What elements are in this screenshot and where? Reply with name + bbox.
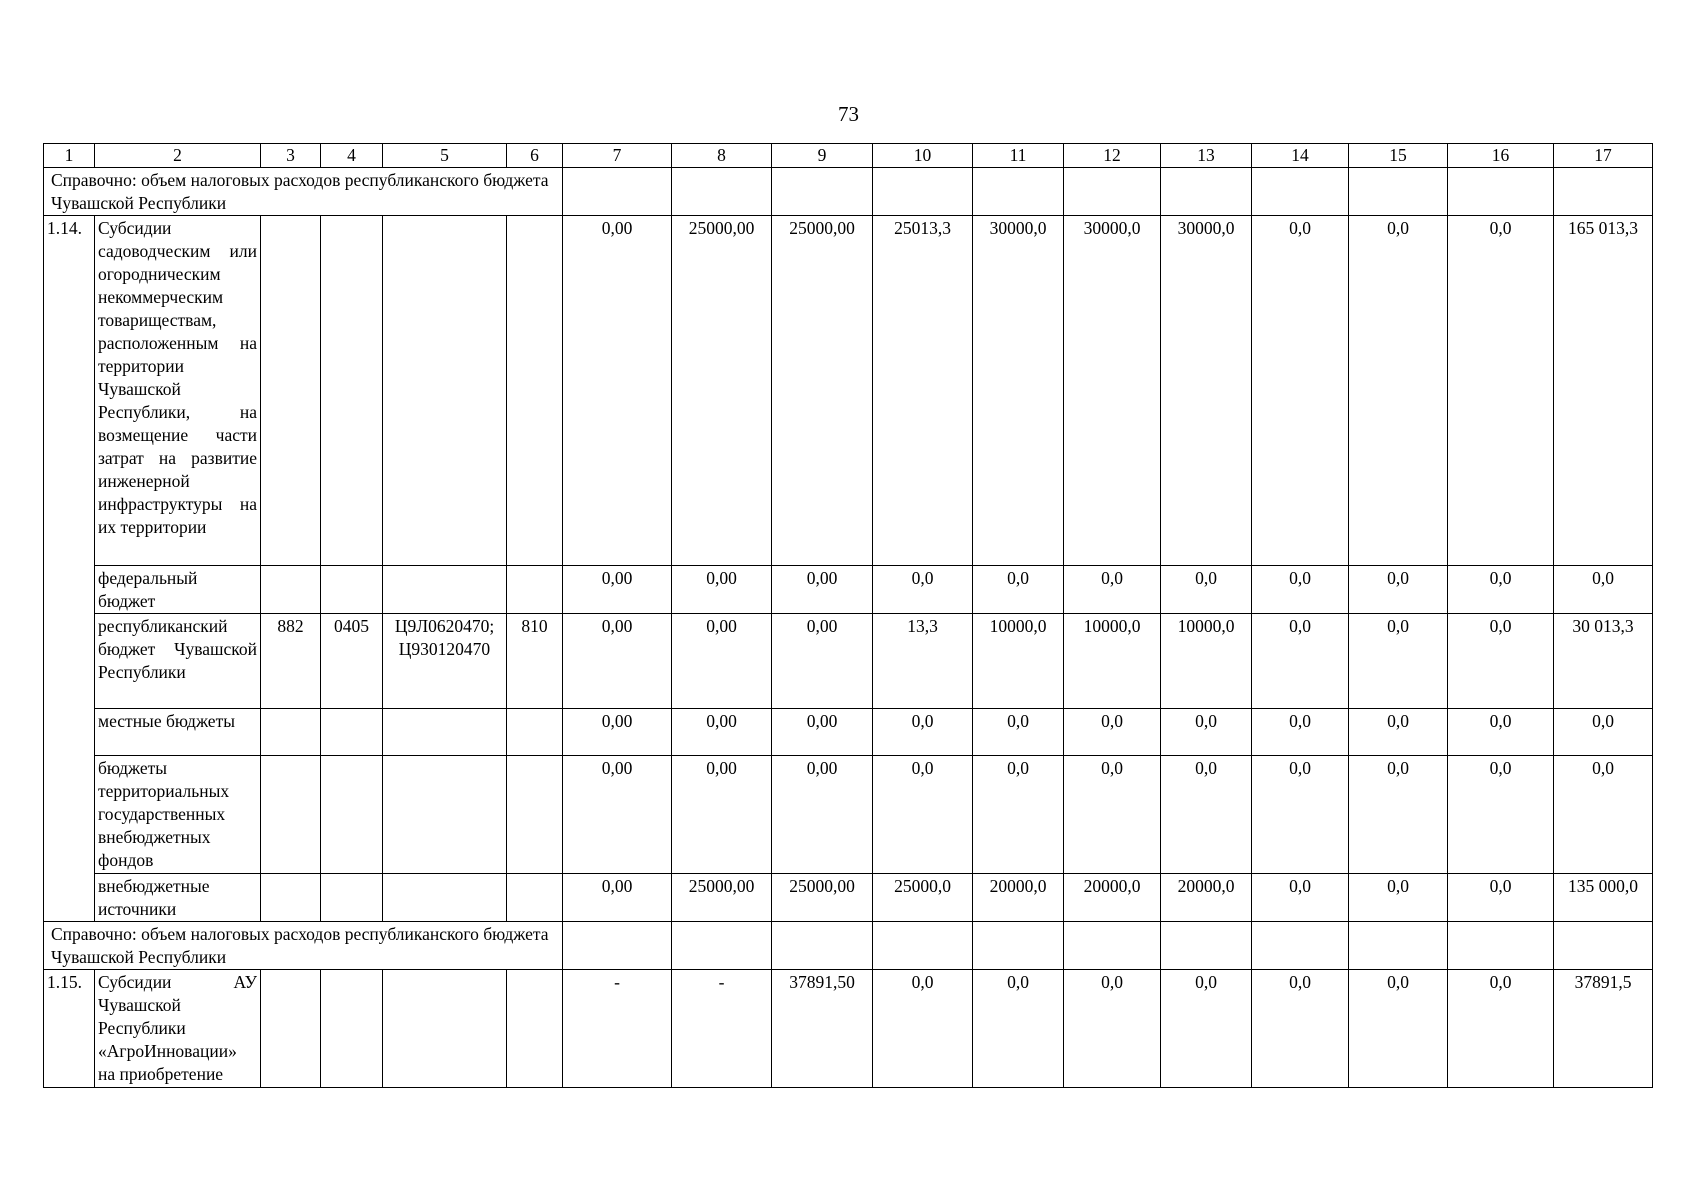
value-cell: 30000,0 xyxy=(1161,216,1252,566)
value-cell: 0,0 xyxy=(1349,970,1448,1088)
header-cell: 6 xyxy=(507,144,563,168)
header-cell: 15 xyxy=(1349,144,1448,168)
reference-label: Справочно: объем налоговых расходов республиканского бюджета Чувашской Республики xyxy=(44,922,563,970)
value-cell: 0,00 xyxy=(563,216,672,566)
value-cell: 30000,0 xyxy=(973,216,1064,566)
header-row xyxy=(44,144,1653,168)
grbs-cell: 882 xyxy=(261,614,321,709)
value-cell: 20000,0 xyxy=(973,874,1064,922)
header-cell: 16 xyxy=(1448,144,1554,168)
value-cell: 135 000,0 xyxy=(1554,874,1653,922)
value-cell: 10000,0 xyxy=(973,614,1064,709)
value-cell: 0,0 xyxy=(1349,709,1448,756)
header-cell: 5 xyxy=(383,144,507,168)
value-cell: 0,0 xyxy=(973,709,1064,756)
table-row xyxy=(44,709,1653,756)
header-cell: 11 xyxy=(973,144,1064,168)
value-cell: 0,00 xyxy=(563,709,672,756)
value-cell: 0,00 xyxy=(563,874,672,922)
value-cell: 0,0 xyxy=(973,566,1064,614)
value-cell: 0,0 xyxy=(1064,970,1161,1088)
value-cell: 0,00 xyxy=(772,756,873,874)
value-cell: - xyxy=(672,970,772,1088)
value-cell: 25000,00 xyxy=(672,874,772,922)
value-cell: 0,0 xyxy=(1448,970,1554,1088)
header-cell: 12 xyxy=(1064,144,1161,168)
value-cell: 25013,3 xyxy=(873,216,973,566)
value-cell: 0,0 xyxy=(1064,709,1161,756)
header-cell: 17 xyxy=(1554,144,1653,168)
row-name: федеральный бюджет xyxy=(95,566,261,614)
value-cell: 0,0 xyxy=(873,756,973,874)
row-name: республиканский бюджет Чувашской Республики xyxy=(95,614,261,709)
row-name: местные бюджеты xyxy=(95,709,261,756)
value-cell: 0,00 xyxy=(563,756,672,874)
header-cell: 14 xyxy=(1252,144,1349,168)
budget-table xyxy=(43,143,1653,1088)
value-cell: 37891,5 xyxy=(1554,970,1653,1088)
vr-cell: 810 xyxy=(507,614,563,709)
header-cell: 1 xyxy=(44,144,95,168)
value-cell: 20000,0 xyxy=(1161,874,1252,922)
value-cell: 0,0 xyxy=(1252,874,1349,922)
value-cell: 0,0 xyxy=(1252,566,1349,614)
reference-row xyxy=(44,922,1653,970)
value-cell: 165 013,3 xyxy=(1554,216,1653,566)
table-row xyxy=(44,970,1653,1088)
value-cell: 30 013,3 xyxy=(1554,614,1653,709)
value-cell: 0,0 xyxy=(1448,756,1554,874)
value-cell: 20000,0 xyxy=(1064,874,1161,922)
value-cell: 0,00 xyxy=(672,614,772,709)
header-cell: 10 xyxy=(873,144,973,168)
value-cell: 0,0 xyxy=(1349,756,1448,874)
value-cell: 0,0 xyxy=(1252,756,1349,874)
value-cell: 10000,0 xyxy=(1161,614,1252,709)
value-cell: 0,0 xyxy=(1349,874,1448,922)
value-cell: 25000,00 xyxy=(672,216,772,566)
table-row xyxy=(44,614,1653,709)
value-cell: 10000,0 xyxy=(1064,614,1161,709)
table-row xyxy=(44,566,1653,614)
value-cell: 0,0 xyxy=(1448,566,1554,614)
table-row xyxy=(44,756,1653,874)
row-number: 1.14. xyxy=(44,216,95,566)
value-cell: 0,0 xyxy=(1161,970,1252,1088)
value-cell: 0,0 xyxy=(1448,874,1554,922)
value-cell: 0,0 xyxy=(1252,614,1349,709)
value-cell: 13,3 xyxy=(873,614,973,709)
value-cell: 0,0 xyxy=(1448,216,1554,566)
value-cell: 0,00 xyxy=(772,566,873,614)
value-cell: 0,0 xyxy=(1252,970,1349,1088)
value-cell: 0,0 xyxy=(1161,756,1252,874)
value-cell: 0,0 xyxy=(1064,566,1161,614)
value-cell: 0,0 xyxy=(873,709,973,756)
header-cell: 13 xyxy=(1161,144,1252,168)
header-cell: 7 xyxy=(563,144,672,168)
row-name: Субсидии садоводческим или огородническим некоммерческим товариществам, расположенным на территории Чувашской Республики, на возмещение части затрат на развитие инженерной инфраструктуры на их территории xyxy=(95,216,261,566)
value-cell: 0,0 xyxy=(1554,566,1653,614)
row-name: внебюджетные источники xyxy=(95,874,261,922)
value-cell: 0,0 xyxy=(873,970,973,1088)
value-cell: 0,0 xyxy=(1448,709,1554,756)
value-cell: 0,00 xyxy=(672,756,772,874)
rzpr-cell: 0405 xyxy=(321,614,383,709)
header-cell: 9 xyxy=(772,144,873,168)
row-name: бюджеты территориальных государственных внебюджетных фондов xyxy=(95,756,261,874)
table-row xyxy=(44,874,1653,922)
value-cell: 37891,50 xyxy=(772,970,873,1088)
csr-cell: Ц9Л0620470; Ц930120470 xyxy=(383,614,507,709)
value-cell: 25000,0 xyxy=(873,874,973,922)
value-cell: 0,0 xyxy=(1252,216,1349,566)
row-number: 1.15. xyxy=(44,970,95,1088)
value-cell: 0,0 xyxy=(1064,756,1161,874)
value-cell: 0,00 xyxy=(672,566,772,614)
page-number: 73 xyxy=(838,102,859,126)
reference-row xyxy=(44,168,1653,216)
value-cell: 0,0 xyxy=(1349,216,1448,566)
value-cell: 0,0 xyxy=(973,756,1064,874)
header-cell: 8 xyxy=(672,144,772,168)
value-cell: - xyxy=(563,970,672,1088)
value-cell: 25000,00 xyxy=(772,216,873,566)
value-cell: 0,0 xyxy=(873,566,973,614)
value-cell: 0,0 xyxy=(1161,566,1252,614)
header-cell: 4 xyxy=(321,144,383,168)
header-cell: 3 xyxy=(261,144,321,168)
value-cell: 0,00 xyxy=(563,614,672,709)
row-name: Субсидии АУ Чувашской Республики «АгроИнновации» на приобретение xyxy=(95,970,261,1088)
value-cell: 0,0 xyxy=(1349,566,1448,614)
value-cell: 0,00 xyxy=(672,709,772,756)
value-cell: 0,00 xyxy=(563,566,672,614)
value-cell: 25000,00 xyxy=(772,874,873,922)
value-cell: 0,00 xyxy=(772,614,873,709)
value-cell: 0,00 xyxy=(772,709,873,756)
value-cell: 0,0 xyxy=(1448,614,1554,709)
value-cell: 0,0 xyxy=(1554,756,1653,874)
value-cell: 0,0 xyxy=(1252,709,1349,756)
table-row xyxy=(44,216,1653,566)
header-cell: 2 xyxy=(95,144,261,168)
reference-label: Справочно: объем налоговых расходов республиканского бюджета Чувашской Республики xyxy=(44,168,563,216)
value-cell: 0,0 xyxy=(973,970,1064,1088)
value-cell: 0,0 xyxy=(1161,709,1252,756)
value-cell: 30000,0 xyxy=(1064,216,1161,566)
value-cell: 0,0 xyxy=(1349,614,1448,709)
value-cell: 0,0 xyxy=(1554,709,1653,756)
